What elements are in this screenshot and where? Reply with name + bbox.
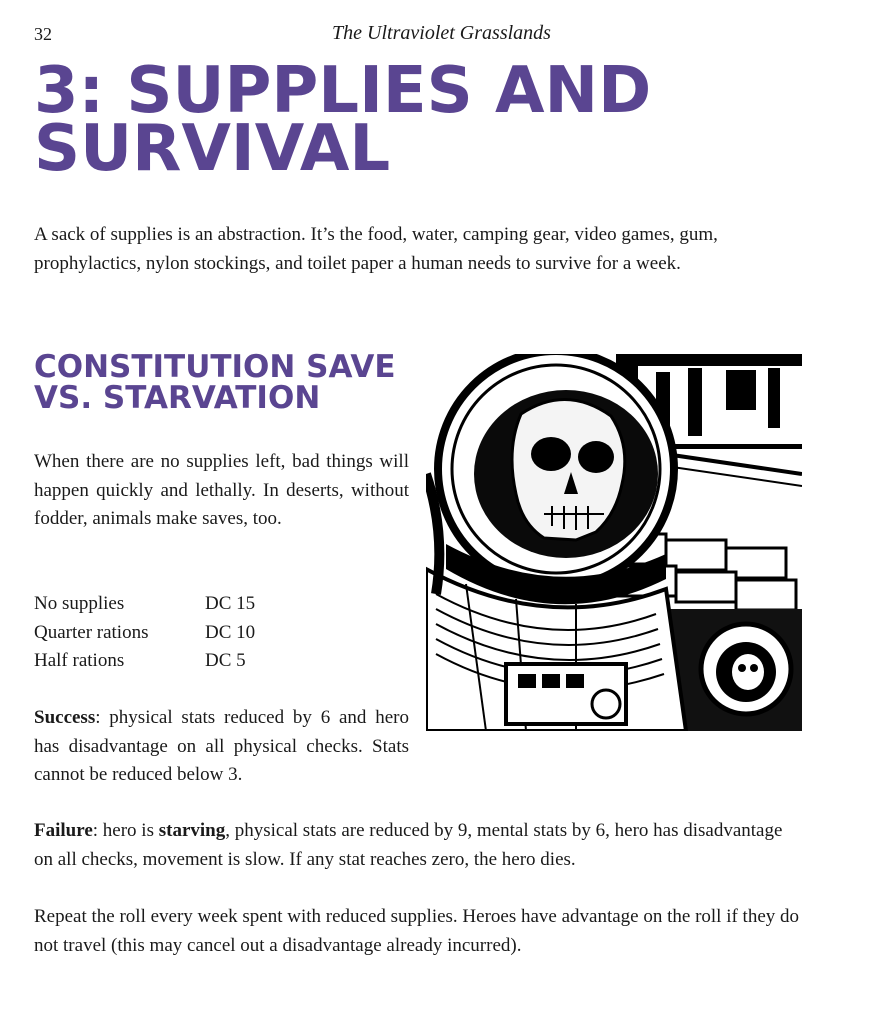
starvation-paragraph: When there are no supplies left, bad things will happen quickly and lethally. In deserts, without fodder, animals make saves, too. xyxy=(34,451,409,529)
dc-condition: Half rations xyxy=(34,650,125,671)
dc-condition: Quarter rations xyxy=(34,621,149,643)
failure-text-2: , physical stats are reduced by 9, mental stats by 6, hero has disadvantage on all checks, movement is slow. If any stat reaches zero, the hero dies. xyxy=(34,820,783,870)
running-title: The Ultraviolet Grasslands xyxy=(332,22,551,44)
table-row xyxy=(34,647,255,676)
starving-term: starving xyxy=(158,820,226,841)
chapter-intro: A sack of supplies is an abstraction. It’s the food, water, camping gear, video games, gum, prophylactics, nylon stockings, and toilet paper a human needs to survive for a week. xyxy=(34,224,718,274)
table-row xyxy=(34,590,255,619)
success-paragraph xyxy=(34,704,409,790)
success-label: Success xyxy=(34,707,96,728)
table-row xyxy=(34,619,255,648)
dc-condition: No supplies xyxy=(34,593,125,614)
section-heading: CONSTITUTION SAVE VS. STARVATION xyxy=(34,349,396,416)
repeat-paragraph: Repeat the roll every week spent with reduced supplies. Heroes have advantage on the roll if they do not travel (this may cancel out a disadvantage already incurred). xyxy=(34,906,800,956)
chapter-title: 3: SUPPLIES AND SURVIVAL xyxy=(34,54,652,186)
dc-value: DC 5 xyxy=(205,650,246,671)
dc-value: DC 15 xyxy=(205,593,256,614)
skeleton-astronaut-illustration xyxy=(426,354,802,731)
failure-text-1: : hero is xyxy=(92,820,159,841)
dc-value: DC 10 xyxy=(205,621,256,643)
success-text: : physical stats reduced by 6 and hero has disadvantage on all physical checks. Stats cannot be reduced below 3. xyxy=(34,707,409,785)
failure-label: Failure xyxy=(34,820,93,841)
page-number: 32 xyxy=(34,24,52,44)
dc-table xyxy=(34,590,255,676)
failure-paragraph xyxy=(34,817,804,874)
